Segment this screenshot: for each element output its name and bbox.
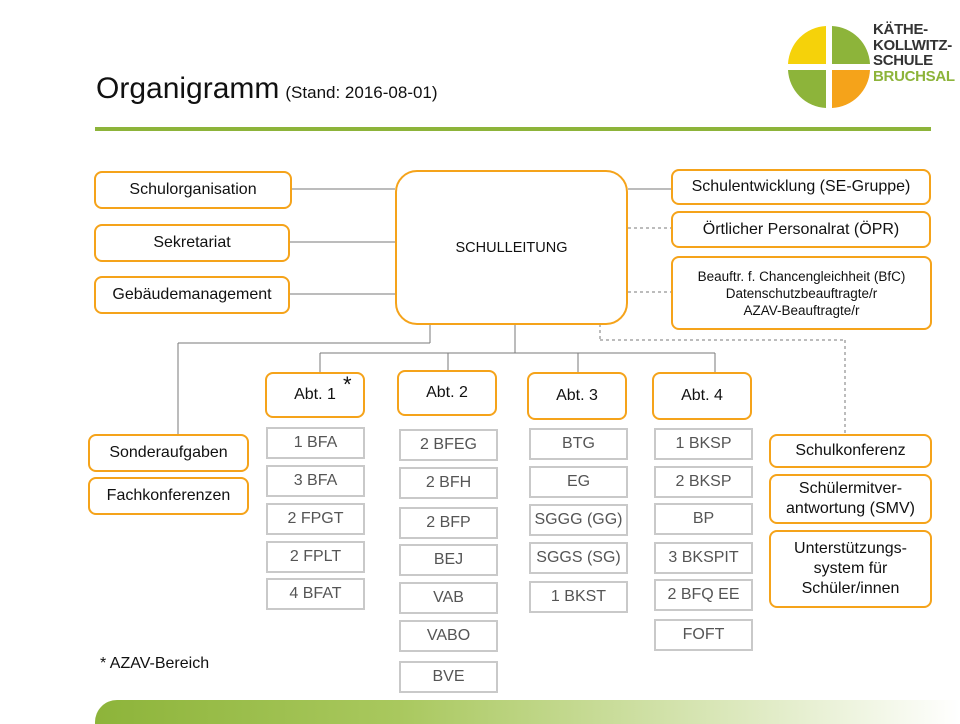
box-schulleitung: SCHULLEITUNG <box>395 170 628 325</box>
course-item: 1 BKST <box>529 581 628 613</box>
course-item: EG <box>529 466 628 498</box>
course-item: BTG <box>529 428 628 460</box>
beauftragte-line: Datenschutzbeauftragte/r <box>725 285 878 301</box>
dept-abt4: Abt. 4 <box>652 372 752 420</box>
beauftragte-line: AZAV-Beauftragte/r <box>743 302 860 318</box>
box-sekretariat: Sekretariat <box>94 224 290 262</box>
course-item: 2 BFP <box>399 507 498 539</box>
dept-abt2: Abt. 2 <box>397 370 497 416</box>
box-schulentwicklung: Schulentwicklung (SE-Gruppe) <box>671 169 931 205</box>
logo-line: KOLLWITZ- <box>873 36 952 54</box>
beauftragte-line: Beauftr. f. Chancengleichheit (BfC) <box>697 268 906 284</box>
logo-line: SCHULE <box>873 52 933 69</box>
course-item: VAB <box>399 582 498 614</box>
logo-line: KÄTHE- <box>873 21 928 38</box>
course-item: 1 BKSP <box>654 428 753 460</box>
box-unterstuetzungssystem: Unterstützungs-system für Schüler/innen <box>769 530 932 608</box>
box-fachkonferenzen: Fachkonferenzen <box>88 477 249 515</box>
box-gebaeudemanagement: Gebäudemanagement <box>94 276 290 314</box>
box-schulkonferenz: Schulkonferenz <box>769 434 932 468</box>
course-item: 3 BKSPIT <box>654 542 753 574</box>
course-item: VABO <box>399 620 498 652</box>
box-personalrat: Örtlicher Personalrat (ÖPR) <box>671 211 931 248</box>
logo-line: BRUCHSAL <box>873 67 955 85</box>
course-item: 2 BFH <box>399 467 498 499</box>
course-item: 2 BFEG <box>399 429 498 461</box>
course-item: 2 BKSP <box>654 466 753 498</box>
dept-abt1: Abt. 1 <box>265 372 365 418</box>
footnote: * AZAV-Bereich <box>100 655 210 672</box>
course-item: 2 FPGT <box>266 503 365 535</box>
azav-marker: * <box>343 372 352 397</box>
course-item: 3 BFA <box>266 465 365 497</box>
box-beauftragte <box>671 256 932 330</box>
footer-band <box>95 700 960 724</box>
dept-abt3: Abt. 3 <box>527 372 627 420</box>
course-item: 4 BFAT <box>266 578 365 610</box>
box-sonderaufgaben: Sonderaufgaben <box>88 434 249 472</box>
course-item: SGGG (GG) <box>529 504 628 536</box>
course-item: SGGS (SG) <box>529 542 628 574</box>
course-item: BEJ <box>399 544 498 576</box>
course-item: 1 BFA <box>266 427 365 459</box>
course-item: BP <box>654 503 753 535</box>
box-schulorganisation: Schulorganisation <box>94 171 292 209</box>
course-item: BVE <box>399 661 498 693</box>
box-smv: Schülermitver-antwortung (SMV) <box>769 474 932 524</box>
course-item: 2 BFQ EE <box>654 579 753 611</box>
course-item: FOFT <box>654 619 753 651</box>
course-item: 2 FPLT <box>266 541 365 573</box>
title-text: Organigramm <box>96 72 280 105</box>
title-subtitle: (Stand: 2016-08-01) <box>285 83 438 102</box>
